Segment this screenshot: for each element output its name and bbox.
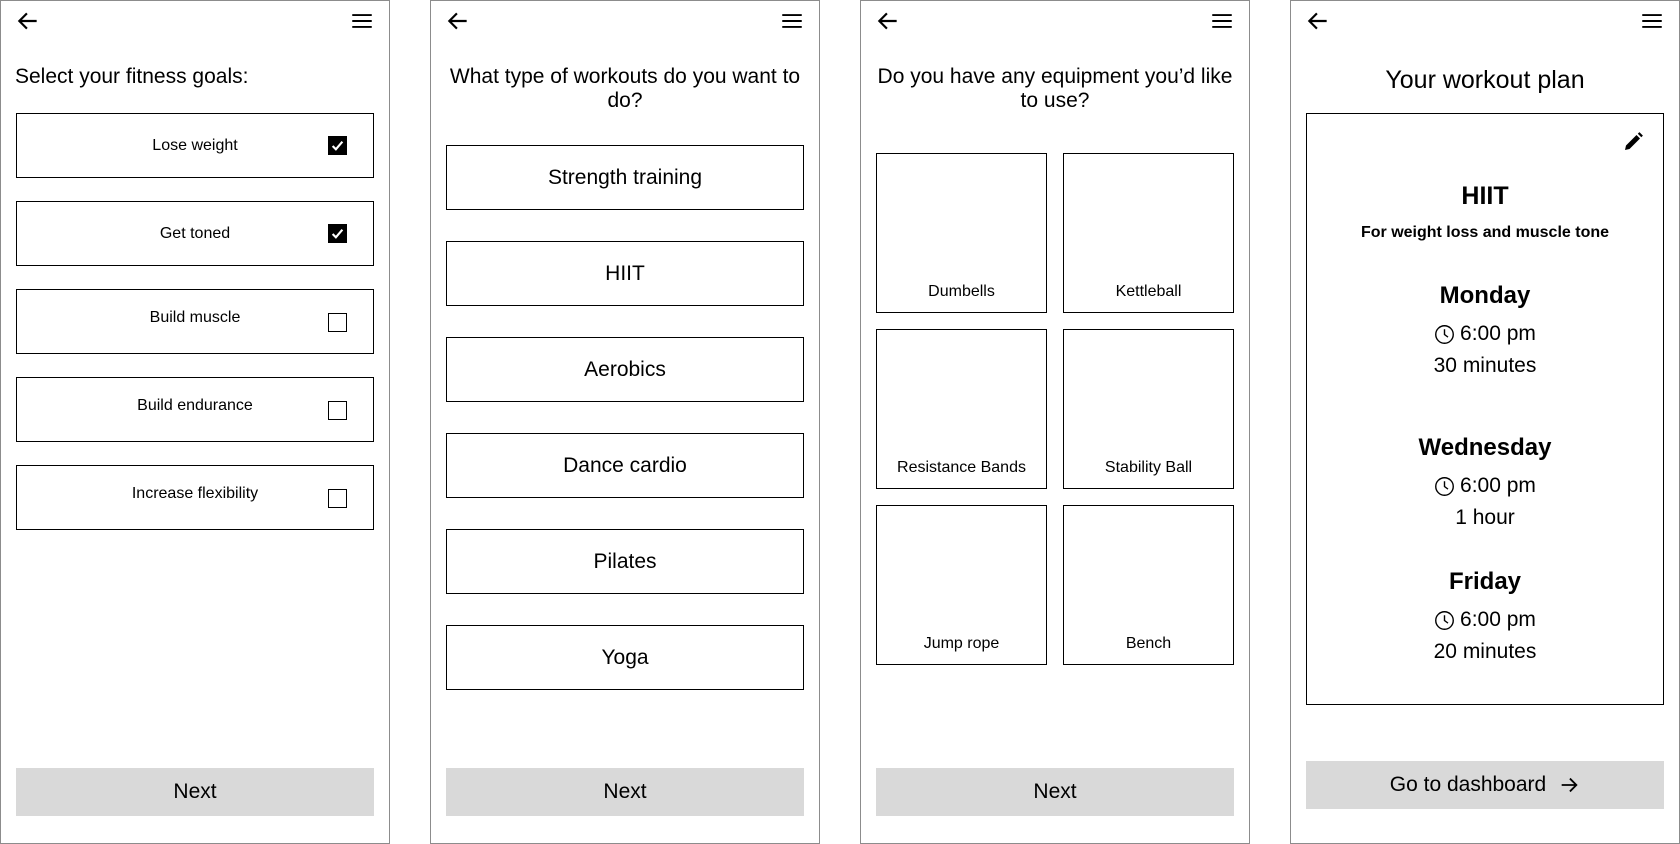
schedule-day-friday: [1307, 568, 1663, 664]
day-time-row: [1307, 608, 1663, 632]
workout-option-aerobics[interactable]: Aerobics: [446, 337, 804, 402]
back-arrow-icon[interactable]: [15, 8, 41, 34]
page-title: Your workout plan: [1385, 66, 1585, 94]
page-title: What type of workouts do you want to do?: [449, 65, 801, 112]
equipment-label: Kettleball: [1115, 283, 1182, 300]
goal-label: Increase flexibility: [131, 485, 259, 502]
checkbox-checked[interactable]: [328, 224, 347, 243]
hamburger-menu-icon[interactable]: [1209, 8, 1235, 34]
equipment-tile-bench[interactable]: [1063, 505, 1234, 665]
workout-option-hiit[interactable]: HIIT: [446, 241, 804, 306]
equipment-tile-jump-rope[interactable]: [876, 505, 1047, 665]
goal-option-lose-weight[interactable]: [16, 113, 374, 178]
workout-option-yoga[interactable]: Yoga: [446, 625, 804, 690]
hamburger-menu-icon[interactable]: [349, 8, 375, 34]
schedule-day-wednesday: [1307, 434, 1663, 530]
back-arrow-icon[interactable]: [1305, 8, 1331, 34]
page-title: Select your fitness goals:: [15, 65, 249, 88]
day-duration: 20 minutes: [1433, 640, 1537, 663]
next-button[interactable]: Next: [446, 768, 804, 816]
checkmark-icon: [331, 227, 344, 240]
equipment-label: Bench: [1125, 635, 1172, 652]
next-button[interactable]: Next: [876, 768, 1234, 816]
goal-option-build-muscle[interactable]: [16, 289, 374, 354]
page-title: Do you have any equipment you’d like to use?: [877, 65, 1233, 112]
hamburger-menu-icon[interactable]: [1639, 8, 1665, 34]
schedule-day-monday: [1307, 282, 1663, 378]
goal-label: Build endurance: [137, 397, 253, 414]
back-arrow-icon[interactable]: [875, 8, 901, 34]
goal-label: Build muscle: [149, 309, 241, 326]
day-time-row: [1307, 322, 1663, 346]
goal-option-build-endurance[interactable]: [16, 377, 374, 442]
day-name: Monday: [1439, 282, 1531, 309]
equipment-tile-stability-ball[interactable]: [1063, 329, 1234, 489]
equipment-tile-kettleball[interactable]: [1063, 153, 1234, 313]
equipment-tile-resistance-bands[interactable]: [876, 329, 1047, 489]
goal-option-get-toned[interactable]: [16, 201, 374, 266]
checkbox-unchecked[interactable]: [328, 401, 347, 420]
hamburger-menu-icon[interactable]: [779, 8, 805, 34]
dashboard-button-label: Go to dashboard: [1389, 773, 1547, 796]
day-time-row: [1307, 474, 1663, 498]
workout-plan-screen: [1290, 0, 1680, 844]
equipment-label: Jump rope: [923, 635, 1000, 652]
goal-label: Lose weight: [152, 137, 238, 154]
equipment-label: Stability Ball: [1104, 459, 1193, 476]
checkbox-checked[interactable]: [328, 136, 347, 155]
back-arrow-icon[interactable]: [445, 8, 471, 34]
clock-icon: [1434, 476, 1455, 497]
day-time: 6:00 pm: [1460, 608, 1536, 631]
fitness-goals-screen: [0, 0, 390, 844]
goal-option-increase-flexibility[interactable]: [16, 465, 374, 530]
checkbox-unchecked[interactable]: [328, 313, 347, 332]
day-name: Wednesday: [1418, 434, 1552, 461]
day-duration: 30 minutes: [1433, 354, 1537, 377]
equipment-tile-dumbells[interactable]: [876, 153, 1047, 313]
next-button[interactable]: Next: [16, 768, 374, 816]
workout-option-pilates[interactable]: Pilates: [446, 529, 804, 594]
workout-option-dance-cardio[interactable]: Dance cardio: [446, 433, 804, 498]
workout-subtitle: For weight loss and muscle tone: [1360, 224, 1610, 241]
pencil-edit-icon[interactable]: [1621, 130, 1645, 154]
workout-type-screen: [430, 0, 820, 844]
go-to-dashboard-button[interactable]: [1306, 761, 1664, 809]
equipment-label: Dumbells: [928, 283, 995, 300]
equipment-label: Resistance Bands: [897, 459, 1026, 476]
goal-label: Get toned: [159, 225, 231, 242]
clock-icon: [1434, 610, 1455, 631]
day-time: 6:00 pm: [1460, 322, 1536, 345]
day-name: Friday: [1448, 568, 1522, 595]
day-duration: 1 hour: [1455, 506, 1515, 529]
day-time: 6:00 pm: [1460, 474, 1536, 497]
workout-name: HIIT: [1461, 182, 1509, 210]
clock-icon: [1434, 324, 1455, 345]
workout-option-strength-training[interactable]: Strength training: [446, 145, 804, 210]
arrow-right-icon: [1558, 774, 1580, 796]
workout-plan-card: [1306, 113, 1664, 705]
checkbox-unchecked[interactable]: [328, 489, 347, 508]
equipment-screen: [860, 0, 1250, 844]
checkmark-icon: [331, 139, 344, 152]
